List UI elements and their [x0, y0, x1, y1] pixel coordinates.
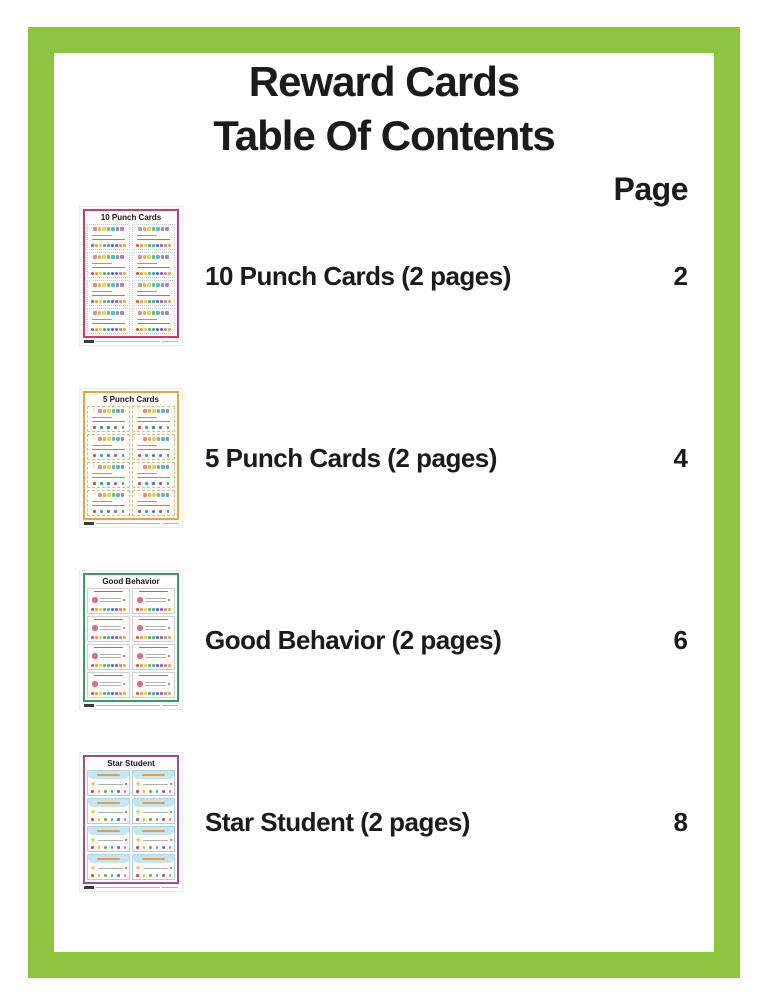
- card-title-art: [135, 255, 172, 260]
- mini-reward-card: [87, 798, 130, 824]
- mini-reward-card: [87, 672, 130, 698]
- footer-line: [96, 887, 160, 888]
- thumbnail-bordered-sheet: [83, 755, 179, 884]
- mini-reward-card: [87, 770, 130, 796]
- footer-line-short: [162, 523, 178, 524]
- thumbnail-footer: [83, 521, 179, 525]
- entry-page-number: 8: [673, 806, 688, 837]
- mini-reward-card: [87, 616, 130, 642]
- crescent-moon-icon: ☾: [137, 435, 143, 442]
- character-icon: [137, 681, 143, 687]
- punch-dots-row: [90, 299, 127, 303]
- mini-reward-card: [132, 854, 175, 880]
- punch-dots-row: [90, 608, 127, 612]
- card-title-art: [90, 311, 127, 316]
- punch-dots-row: [88, 790, 129, 794]
- punch-dots-row: [135, 271, 172, 275]
- punch-dots-row: [133, 818, 174, 822]
- corner-dot: [170, 811, 172, 813]
- corner-dot: [168, 599, 170, 601]
- mini-reward-card: [132, 798, 175, 824]
- mini-reward-card: [87, 826, 130, 852]
- footer-mark: [84, 886, 94, 889]
- card-title-art: [90, 437, 127, 442]
- star-icon: ★: [135, 836, 142, 844]
- card-cloud-header: [133, 799, 174, 807]
- card-title-art: [90, 493, 127, 498]
- footer-line-short: [162, 341, 178, 342]
- toc-rows: [54, 185, 714, 913]
- footer-line-short: [162, 705, 178, 706]
- character-icon: [92, 625, 98, 631]
- punch-dots-row: [90, 271, 127, 275]
- crescent-moon-icon: ☾: [137, 407, 143, 414]
- card-title-art: [90, 465, 127, 470]
- mini-reward-card: [132, 490, 175, 516]
- mini-reward-card: [132, 280, 175, 306]
- footer-line: [96, 341, 160, 342]
- card-star-row: [88, 781, 129, 788]
- character-icon: [137, 625, 143, 631]
- thumbnail-footer: [83, 885, 179, 889]
- thumbnail-bordered-sheet: [83, 573, 179, 702]
- card-star-row: [133, 781, 174, 788]
- page-title-line2: Table Of Contents: [213, 112, 555, 159]
- mini-reward-card: [87, 854, 130, 880]
- card-title-art: [135, 493, 172, 498]
- punch-dots-row: [88, 846, 129, 850]
- corner-dot: [170, 839, 172, 841]
- corner-dot: [123, 627, 125, 629]
- card-character-row: [135, 625, 172, 631]
- mini-reward-card: [87, 280, 130, 306]
- thumbnail-page-title: 5 Punch Cards: [102, 395, 159, 404]
- card-cloud-header: [133, 827, 174, 835]
- punch-dots-row: [133, 874, 174, 878]
- punch-dots-row: [135, 636, 172, 640]
- entry-thumbnail: [79, 206, 183, 346]
- mini-reward-card: [87, 462, 130, 488]
- card-cloud-header: [88, 827, 129, 835]
- punch-dots-row: [135, 664, 172, 668]
- punch-dots-row: [90, 692, 127, 696]
- card-character-row: [90, 681, 127, 687]
- punch-dots-row: [133, 790, 174, 794]
- crescent-moon-icon: ☾: [92, 491, 98, 498]
- entry-page-number: 2: [673, 260, 688, 291]
- card-title-art: [135, 465, 172, 470]
- green-border-frame: [28, 27, 740, 978]
- punch-dots-row: [90, 481, 127, 485]
- corner-dot: [125, 811, 127, 813]
- punch-dots-row: [90, 664, 127, 668]
- character-icon: [137, 653, 143, 659]
- star-icon: ★: [135, 808, 142, 816]
- corner-dot: [123, 655, 125, 657]
- card-cloud-header: [88, 855, 129, 863]
- card-title-art: [135, 227, 172, 232]
- entry-label: Good Behavior (2 pages): [205, 624, 502, 655]
- card-character-row: [90, 653, 127, 659]
- footer-mark: [84, 522, 94, 525]
- card-cloud-header: [88, 799, 129, 807]
- card-star-row: [88, 837, 129, 844]
- card-title-art: [90, 283, 127, 288]
- card-title-art: [90, 227, 127, 232]
- corner-dot: [123, 683, 125, 685]
- footer-mark: [84, 340, 94, 343]
- mini-reward-card: [132, 644, 175, 670]
- card-title-art: [135, 437, 172, 442]
- corner-dot: [168, 627, 170, 629]
- mini-reward-card: [132, 308, 175, 334]
- star-icon: ★: [90, 780, 97, 788]
- thumbnail-card-grid: [87, 588, 175, 698]
- mini-reward-card: [87, 308, 130, 334]
- punch-dots-row: [135, 608, 172, 612]
- thumbnail-footer: [83, 339, 179, 343]
- card-title-art: [90, 255, 127, 260]
- punch-dots-row: [135, 299, 172, 303]
- mini-reward-card: [132, 406, 175, 432]
- card-cloud-header: [133, 855, 174, 863]
- star-icon: ★: [90, 836, 97, 844]
- mini-reward-card: [87, 252, 130, 278]
- punch-dots-row: [135, 425, 172, 429]
- mini-reward-card: [132, 462, 175, 488]
- entry-thumbnail: [79, 388, 183, 528]
- card-title-art: [90, 409, 127, 414]
- corner-dot: [125, 839, 127, 841]
- star-icon: ★: [135, 864, 142, 872]
- card-star-row: [133, 809, 174, 816]
- card-title-art: [135, 409, 172, 414]
- star-icon: ★: [90, 864, 97, 872]
- punch-dots-row: [135, 243, 172, 247]
- corner-dot: [168, 683, 170, 685]
- punch-dots-row: [90, 636, 127, 640]
- punch-dots-row: [88, 818, 129, 822]
- thumbnail-card-grid: [87, 406, 175, 516]
- punch-dots-row: [135, 481, 172, 485]
- card-character-row: [135, 597, 172, 603]
- entry-thumbnail: [79, 570, 183, 710]
- mini-reward-card: [132, 672, 175, 698]
- star-icon: ★: [90, 808, 97, 816]
- mini-reward-card: [87, 406, 130, 432]
- entry-label: 5 Punch Cards (2 pages): [205, 442, 497, 473]
- toc-entry-row: [54, 731, 714, 913]
- thumbnail-bordered-sheet: [83, 209, 179, 338]
- page-column-header: Page: [613, 171, 688, 207]
- footer-line: [96, 705, 160, 706]
- character-icon: [92, 597, 98, 603]
- thumbnail-footer: [83, 703, 179, 707]
- card-title-art: [135, 311, 172, 316]
- crescent-moon-icon: ☾: [92, 463, 98, 470]
- mini-reward-card: [87, 588, 130, 614]
- thumbnail-card-grid: [87, 770, 175, 880]
- mini-reward-card: [132, 252, 175, 278]
- crescent-moon-icon: ☾: [137, 463, 143, 470]
- mini-reward-card: [132, 770, 175, 796]
- footer-line-short: [162, 887, 178, 888]
- punch-dots-row: [90, 243, 127, 247]
- card-character-row: [135, 653, 172, 659]
- mini-reward-card: [132, 826, 175, 852]
- card-cloud-header: [88, 771, 129, 779]
- character-icon: [137, 597, 143, 603]
- crescent-moon-icon: ☾: [92, 435, 98, 442]
- punch-dots-row: [90, 327, 127, 331]
- thumbnail-page-title: 10 Punch Cards: [100, 213, 162, 222]
- card-character-row: [90, 597, 127, 603]
- corner-dot: [125, 783, 127, 785]
- mini-reward-card: [132, 224, 175, 250]
- crescent-moon-icon: ☾: [92, 407, 98, 414]
- mini-reward-card: [132, 434, 175, 460]
- entry-page-number: 6: [673, 624, 688, 655]
- punch-dots-row: [133, 846, 174, 850]
- entry-thumbnail: [79, 752, 183, 892]
- punch-dots-row: [135, 327, 172, 331]
- star-icon: ★: [135, 780, 142, 788]
- page-title: [54, 53, 714, 163]
- card-star-row: [88, 865, 129, 872]
- card-star-row: [88, 809, 129, 816]
- footer-mark: [84, 704, 94, 707]
- crescent-moon-icon: ☾: [137, 491, 143, 498]
- character-icon: [92, 653, 98, 659]
- corner-dot: [168, 655, 170, 657]
- thumbnail-page-title: Star Student: [107, 759, 155, 768]
- corner-dot: [123, 599, 125, 601]
- corner-dot: [170, 867, 172, 869]
- card-cloud-header: [133, 771, 174, 779]
- mini-reward-card: [87, 490, 130, 516]
- mini-reward-card: [87, 644, 130, 670]
- toc-entry-row: [54, 185, 714, 367]
- character-icon: [92, 681, 98, 687]
- thumbnail-bordered-sheet: [83, 391, 179, 520]
- mini-reward-card: [132, 616, 175, 642]
- punch-dots-row: [90, 425, 127, 429]
- toc-entry-row: [54, 367, 714, 549]
- mini-reward-card: [87, 434, 130, 460]
- punch-dots-row: [135, 509, 172, 513]
- punch-dots-row: [90, 453, 127, 457]
- card-character-row: [90, 625, 127, 631]
- corner-dot: [170, 783, 172, 785]
- card-star-row: [133, 865, 174, 872]
- card-character-row: [135, 681, 172, 687]
- page-title-line1: Reward Cards: [248, 58, 520, 105]
- corner-dot: [125, 867, 127, 869]
- punch-dots-row: [88, 874, 129, 878]
- card-star-row: [133, 837, 174, 844]
- entry-page-number: 4: [673, 442, 688, 473]
- thumbnail-page-title: Good Behavior: [102, 577, 160, 586]
- mini-reward-card: [87, 224, 130, 250]
- footer-line: [96, 523, 160, 524]
- entry-label: 10 Punch Cards (2 pages): [205, 260, 511, 291]
- punch-dots-row: [90, 509, 127, 513]
- thumbnail-card-grid: [87, 224, 175, 334]
- entry-label: Star Student (2 pages): [205, 806, 470, 837]
- punch-dots-row: [135, 453, 172, 457]
- toc-entry-row: [54, 549, 714, 731]
- punch-dots-row: [135, 692, 172, 696]
- card-title-art: [135, 283, 172, 288]
- mini-reward-card: [132, 588, 175, 614]
